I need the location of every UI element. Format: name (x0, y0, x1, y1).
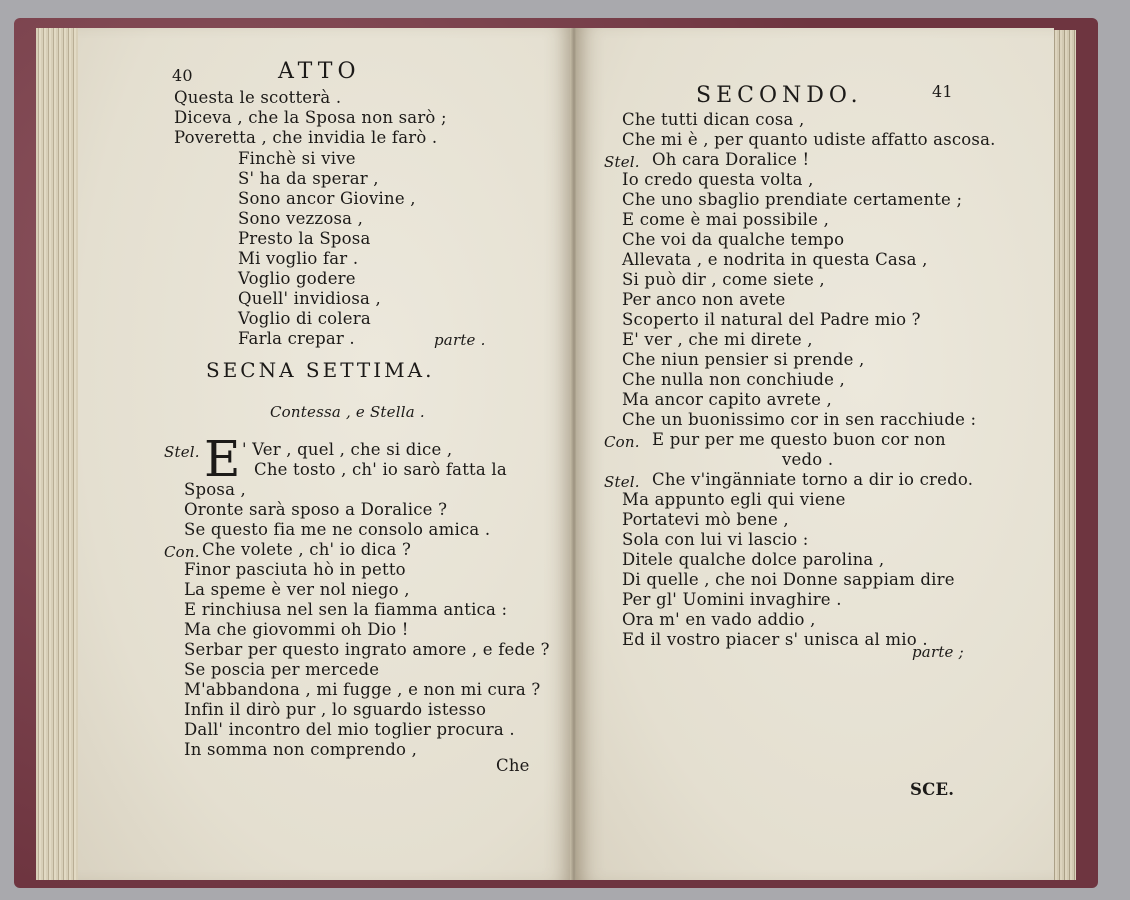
text-line: Oronte sarà sposo a Doralice ? (184, 500, 448, 519)
text-line: Io credo questa volta , (622, 170, 814, 189)
text-line: M'abbandona , mi fugge , e non mi cura ? (184, 680, 541, 699)
text-line: Che uno sbaglio prendiate certamente ; (622, 190, 963, 209)
speaker-label: Con. (164, 543, 200, 561)
text-line: La speme è ver nol niego , (184, 580, 410, 599)
verse-line: Sono ancor Giovine , (238, 189, 416, 208)
text-line: Che tosto , ch' io sarò fatta la (254, 460, 507, 479)
text-line: Se poscia per mercede (184, 660, 380, 679)
character-list: Contessa , e Stella . (270, 403, 425, 421)
text-line: Sola con lui vi lascio : (622, 530, 809, 549)
text-line: Ma ancor capito avrete , (622, 390, 832, 409)
page-number: 40 (172, 66, 193, 85)
speaker-label: Con. (604, 433, 640, 451)
speaker-label: Stel. (604, 153, 640, 171)
text-line: Di quelle , che noi Donne sappiam dire (622, 570, 955, 589)
text-line: Serbar per questo ingrato amore , e fede ? (184, 640, 550, 659)
text-line: Scoperto il natural del Padre mio ? (622, 310, 921, 329)
verse-line: Presto la Sposa (238, 229, 371, 248)
page-number: 41 (932, 82, 953, 101)
verse-line: Sono vezzosa , (238, 209, 364, 228)
text-line: Allevata , e nodrita in questa Casa , (622, 250, 928, 269)
text-line: Ora m' en vado addio , (622, 610, 816, 629)
stage-direction: parte . (434, 331, 486, 349)
text-line: Sposa , (184, 480, 246, 499)
text-line: Ma che giovommi oh Dio ! (184, 620, 409, 639)
text-line: ' Ver , quel , che si dice , (242, 440, 453, 459)
catchword: SCE. (910, 780, 955, 799)
text-line: Si può dir , come siete , (622, 270, 825, 289)
verse-line: Farla crepar . (238, 329, 355, 348)
text-line: Che nulla non conchiude , (622, 370, 845, 389)
text-line: Ditele qualche dolce parolina , (622, 550, 885, 569)
text-line: Se questo fia me ne consolo amica . (184, 520, 491, 539)
text-line: Dall' incontro del mio toglier procura . (184, 720, 515, 739)
text-line: Che v'ingänniate torno a dir io credo. (652, 470, 974, 489)
running-header: ATTO (278, 59, 361, 84)
text-line: Oh cara Doralice ! (652, 150, 810, 169)
stage-direction: parte ; (912, 643, 964, 661)
text-line: In somma non comprendo , (184, 740, 418, 759)
verse-line: Finchè si vive (238, 149, 356, 168)
text-line: Che tutti dican cosa , (622, 110, 805, 129)
text-line: Infin il dirò pur , lo sguardo istesso (184, 700, 487, 719)
text-line: Questa le scotterà . (174, 88, 342, 107)
text-line: Poveretta , che invidia le farò . (174, 128, 438, 147)
verse-line: S' ha da sperar , (238, 169, 379, 188)
text-line: Ed il vostro piacer s' unisca al mio . (622, 630, 928, 649)
verse-line: Voglio di colera (238, 309, 371, 328)
page-edges-right (1052, 30, 1076, 880)
text-line: Per gl' Uomini invaghire . (622, 590, 842, 609)
text-line: Finor pasciuta hò in petto (184, 560, 406, 579)
verse-line: Mi voglio far . (238, 249, 359, 268)
running-header: SECONDO. (696, 83, 863, 108)
verse-line: Voglio godere (238, 269, 356, 288)
text-line: Che mi è , per quanto udiste affatto ascosa. (622, 130, 996, 149)
verse-line: Quell' invidiosa , (238, 289, 381, 308)
text-line: E pur per me questo buon cor non (652, 430, 946, 449)
page-edges-left (36, 28, 82, 880)
text-line: Che voi da qualche tempo (622, 230, 845, 249)
right-page (576, 28, 1054, 880)
speaker-label: Stel. (604, 473, 640, 491)
text-line: Che un buonissimo cor in sen racchiude : (622, 410, 977, 429)
text-line: E come è mai possibile , (622, 210, 830, 229)
speaker-label: Stel. (164, 443, 200, 461)
left-page (78, 28, 572, 880)
text-line: Per anco non avete (622, 290, 786, 309)
catchword: Che (496, 756, 530, 775)
scene-title: SECNA SETTIMA. (206, 358, 435, 382)
text-line: Portatevi mò bene , (622, 510, 789, 529)
drop-capital: E (204, 430, 241, 488)
text-line: Che volete , ch' io dica ? (202, 540, 412, 559)
text-line: E' ver , che mi direte , (622, 330, 813, 349)
text-line: E rinchiusa nel sen la fiamma antica : (184, 600, 508, 619)
text-line: vedo . (782, 450, 834, 469)
text-line: Che niun pensier si prende , (622, 350, 865, 369)
text-line: Diceva , che la Sposa non sarò ; (174, 108, 447, 127)
text-line: Ma appunto egli qui viene (622, 490, 846, 509)
